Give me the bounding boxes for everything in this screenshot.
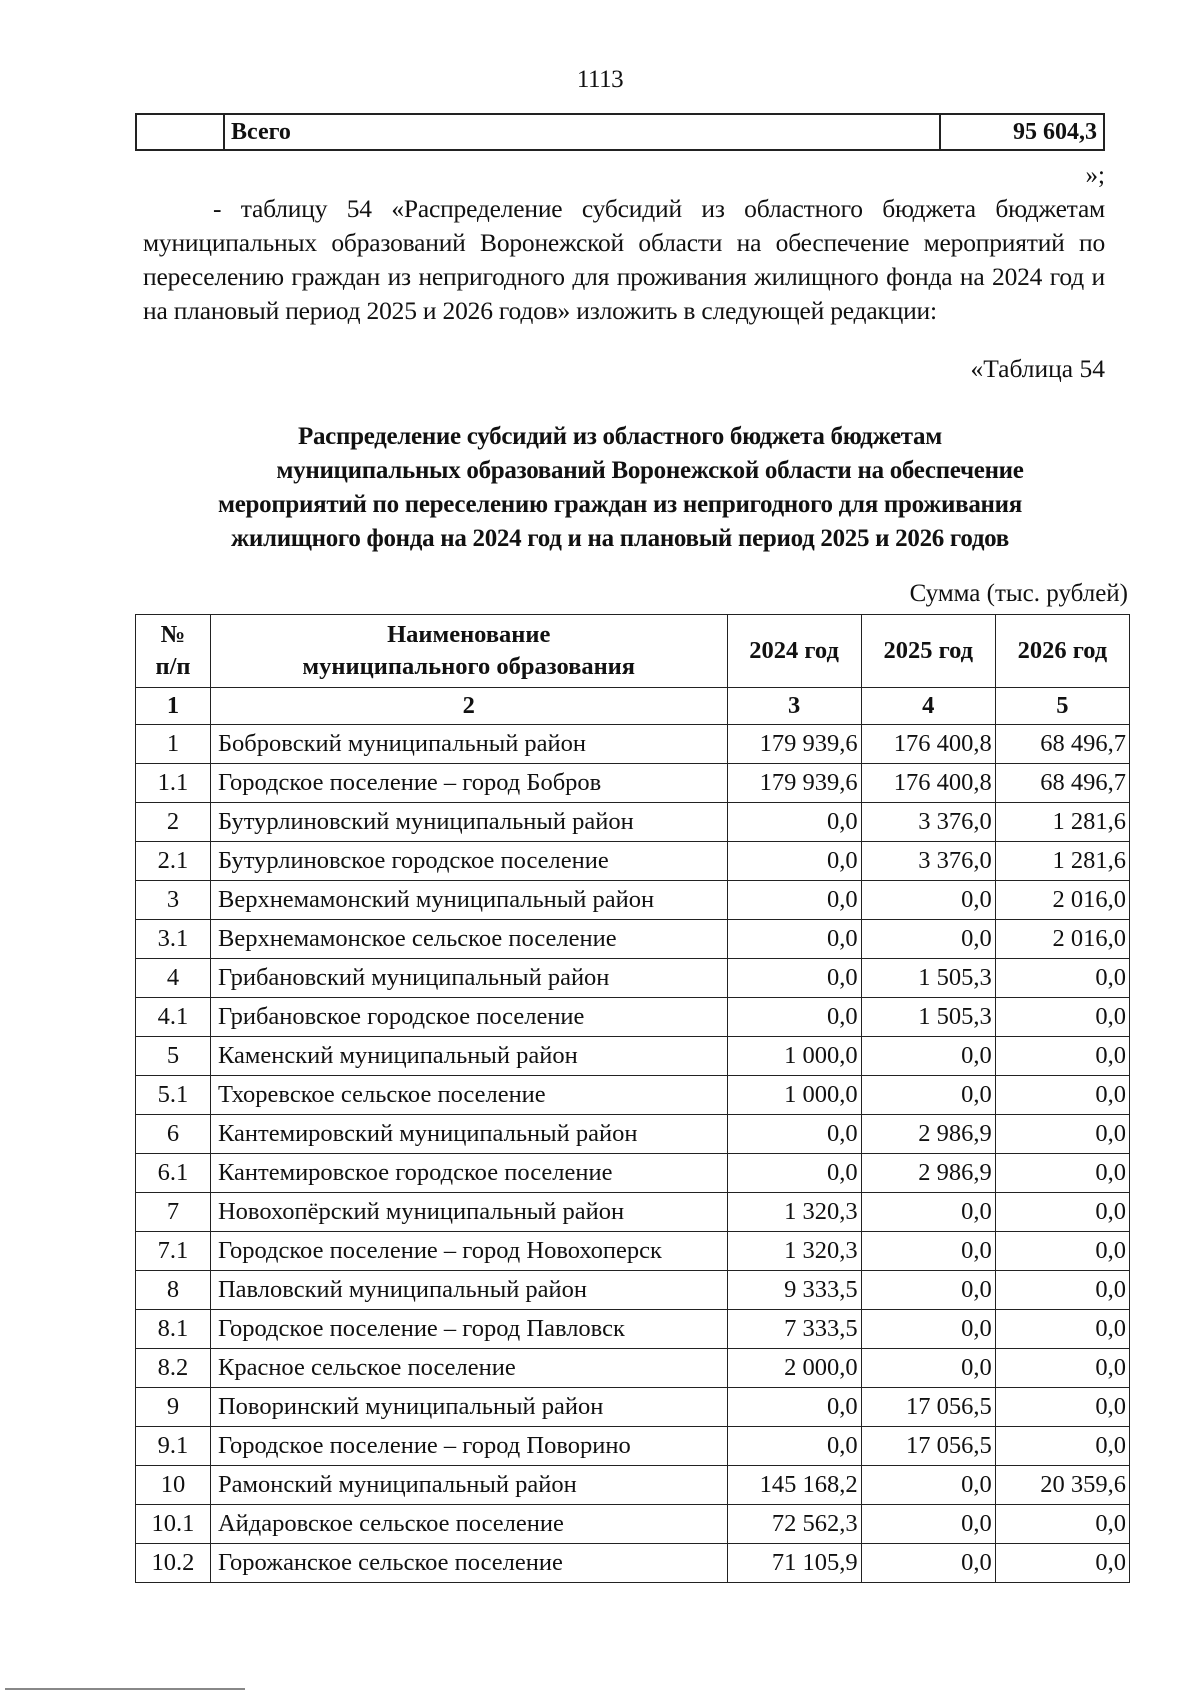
municipality-name: Кантемировское городское поселение bbox=[210, 1154, 727, 1193]
header-name-line2: муниципального образования bbox=[302, 653, 636, 680]
column-number: 2 bbox=[210, 688, 727, 725]
total-empty-cell bbox=[136, 114, 224, 150]
header-num bbox=[136, 615, 211, 688]
previous-table-total-row bbox=[135, 113, 1105, 151]
value-2025: 3 376,0 bbox=[861, 803, 995, 842]
row-number: 2 bbox=[136, 803, 211, 842]
municipality-name: Грибановский муниципальный район bbox=[210, 959, 727, 998]
row-number: 1 bbox=[136, 725, 211, 764]
table-row bbox=[136, 725, 1130, 764]
value-2026: 0,0 bbox=[995, 1310, 1129, 1349]
page-number: 1113 bbox=[576, 66, 624, 93]
table-row bbox=[136, 920, 1130, 959]
table-label: «Таблица 54 bbox=[970, 354, 1105, 383]
value-2025: 1 505,3 bbox=[861, 998, 995, 1037]
value-2026: 0,0 bbox=[995, 1505, 1129, 1544]
table-row bbox=[136, 1154, 1130, 1193]
row-number: 10 bbox=[136, 1466, 211, 1505]
value-2024: 0,0 bbox=[727, 1154, 861, 1193]
value-2025: 0,0 bbox=[861, 1232, 995, 1271]
header-2026: 2026 год bbox=[995, 615, 1129, 688]
value-2024: 0,0 bbox=[727, 1115, 861, 1154]
header-name-line1: Наименование bbox=[387, 621, 551, 648]
row-number: 3.1 bbox=[136, 920, 211, 959]
value-2024: 71 105,9 bbox=[727, 1544, 861, 1583]
value-2025: 0,0 bbox=[861, 1544, 995, 1583]
value-2024: 0,0 bbox=[727, 1388, 861, 1427]
header-2024: 2024 год bbox=[727, 615, 861, 688]
table-title-line: Распределение субсидий из областного бюджета бюджетам bbox=[298, 423, 942, 450]
value-2025: 0,0 bbox=[861, 1193, 995, 1232]
value-2024: 1 320,3 bbox=[727, 1193, 861, 1232]
value-2025: 0,0 bbox=[861, 1310, 995, 1349]
table-row bbox=[136, 1544, 1130, 1583]
table-row bbox=[136, 1076, 1130, 1115]
value-2026: 0,0 bbox=[995, 1544, 1129, 1583]
table-row bbox=[136, 1466, 1130, 1505]
value-2026: 0,0 bbox=[995, 1115, 1129, 1154]
municipality-name: Новохопёрский муниципальный район bbox=[210, 1193, 727, 1232]
value-2025: 1 505,3 bbox=[861, 959, 995, 998]
value-2025: 17 056,5 bbox=[861, 1388, 995, 1427]
value-2026: 0,0 bbox=[995, 1037, 1129, 1076]
municipality-name: Городское поселение – город Поворино bbox=[210, 1427, 727, 1466]
table-row bbox=[136, 1115, 1130, 1154]
value-2025: 0,0 bbox=[861, 1349, 995, 1388]
value-2026: 0,0 bbox=[995, 1388, 1129, 1427]
table-row bbox=[136, 764, 1130, 803]
column-number: 4 bbox=[861, 688, 995, 725]
row-number: 9.1 bbox=[136, 1427, 211, 1466]
value-2026: 0,0 bbox=[995, 1232, 1129, 1271]
row-number: 8.2 bbox=[136, 1349, 211, 1388]
row-number: 7.1 bbox=[136, 1232, 211, 1271]
header-2025: 2025 год bbox=[861, 615, 995, 688]
table-row bbox=[136, 1310, 1130, 1349]
subsidy-table bbox=[135, 614, 1130, 1583]
table-row bbox=[136, 803, 1130, 842]
value-2024: 1 000,0 bbox=[727, 1037, 861, 1076]
table-row bbox=[136, 998, 1130, 1037]
value-2026: 2 016,0 bbox=[995, 920, 1129, 959]
row-number: 8 bbox=[136, 1271, 211, 1310]
value-2026: 0,0 bbox=[995, 998, 1129, 1037]
value-2026: 0,0 bbox=[995, 1193, 1129, 1232]
value-2024: 1 000,0 bbox=[727, 1076, 861, 1115]
table-row bbox=[136, 842, 1130, 881]
municipality-name: Поворинский муниципальный район bbox=[210, 1388, 727, 1427]
row-number: 4 bbox=[136, 959, 211, 998]
value-2024: 145 168,2 bbox=[727, 1466, 861, 1505]
table-row bbox=[136, 1427, 1130, 1466]
value-2025: 0,0 bbox=[861, 1505, 995, 1544]
row-number: 5 bbox=[136, 1037, 211, 1076]
value-2024: 0,0 bbox=[727, 803, 861, 842]
municipality-name: Верхнемамонский муниципальный район bbox=[210, 881, 727, 920]
value-2025: 0,0 bbox=[861, 881, 995, 920]
municipality-name: Верхнемамонское сельское поселение bbox=[210, 920, 727, 959]
municipality-name: Городское поселение – город Бобров bbox=[210, 764, 727, 803]
row-number: 4.1 bbox=[136, 998, 211, 1037]
row-number: 5.1 bbox=[136, 1076, 211, 1115]
value-2024: 72 562,3 bbox=[727, 1505, 861, 1544]
value-2026: 1 281,6 bbox=[995, 803, 1129, 842]
table-row bbox=[136, 881, 1130, 920]
column-number-row bbox=[136, 688, 1130, 725]
table-row bbox=[136, 1505, 1130, 1544]
value-2024: 0,0 bbox=[727, 998, 861, 1037]
table-row bbox=[136, 1349, 1130, 1388]
municipality-name: Городское поселение – город Павловск bbox=[210, 1310, 727, 1349]
value-2026: 68 496,7 bbox=[995, 725, 1129, 764]
row-number: 10.2 bbox=[136, 1544, 211, 1583]
municipality-name: Павловский муниципальный район bbox=[210, 1271, 727, 1310]
table-row bbox=[136, 1388, 1130, 1427]
amendment-paragraph: - таблицу 54 «Распределение субсидий из областного бюджета бюджетам муниципальных образований Воронежской области на обеспечение мероприятий по переселению граждан из непригодного для проживания жилищного фонда на 2024 год и на плановый период 2025 и 2026 годов» изложить в следующей редакции: bbox=[143, 194, 1105, 325]
municipality-name: Бобровский муниципальный район bbox=[210, 725, 727, 764]
column-number: 5 bbox=[995, 688, 1129, 725]
value-2026: 2 016,0 bbox=[995, 881, 1129, 920]
value-2024: 7 333,5 bbox=[727, 1310, 861, 1349]
units-label: Сумма (тыс. рублей) bbox=[909, 580, 1128, 607]
value-2024: 1 320,3 bbox=[727, 1232, 861, 1271]
row-number: 2.1 bbox=[136, 842, 211, 881]
municipality-name: Бутурлиновский муниципальный район bbox=[210, 803, 727, 842]
header-row bbox=[136, 615, 1130, 688]
municipality-name: Горожанское сельское поселение bbox=[210, 1544, 727, 1583]
value-2024: 0,0 bbox=[727, 959, 861, 998]
value-2025: 176 400,8 bbox=[861, 725, 995, 764]
value-2024: 179 939,6 bbox=[727, 764, 861, 803]
value-2024: 0,0 bbox=[727, 1427, 861, 1466]
row-number: 9 bbox=[136, 1388, 211, 1427]
municipality-name: Тхоревское сельское поселение bbox=[210, 1076, 727, 1115]
total-value: 95 604,3 bbox=[940, 114, 1104, 150]
value-2025: 2 986,9 bbox=[861, 1115, 995, 1154]
municipality-name: Айдаровское сельское поселение bbox=[210, 1505, 727, 1544]
header-num-line1: № bbox=[160, 621, 186, 648]
column-number: 1 bbox=[136, 688, 211, 725]
municipality-name: Рамонский муниципальный район bbox=[210, 1466, 727, 1505]
value-2026: 0,0 bbox=[995, 1154, 1129, 1193]
value-2026: 0,0 bbox=[995, 1271, 1129, 1310]
table-row bbox=[136, 1037, 1130, 1076]
value-2025: 0,0 bbox=[861, 1037, 995, 1076]
table-row bbox=[136, 959, 1130, 998]
total-label: Всего bbox=[224, 114, 940, 150]
header-name bbox=[210, 615, 727, 688]
value-2025: 0,0 bbox=[861, 920, 995, 959]
value-2025: 176 400,8 bbox=[861, 764, 995, 803]
value-2026: 1 281,6 bbox=[995, 842, 1129, 881]
row-number: 3 bbox=[136, 881, 211, 920]
value-2025: 0,0 bbox=[861, 1076, 995, 1115]
value-2026: 20 359,6 bbox=[995, 1466, 1129, 1505]
row-number: 6.1 bbox=[136, 1154, 211, 1193]
row-number: 8.1 bbox=[136, 1310, 211, 1349]
column-number: 3 bbox=[727, 688, 861, 725]
value-2026: 0,0 bbox=[995, 959, 1129, 998]
header-num-line2: п/п bbox=[155, 653, 191, 680]
value-2026: 0,0 bbox=[995, 1076, 1129, 1115]
table-title-line: муниципальных образований Воронежской области на обеспечение bbox=[276, 457, 1024, 484]
value-2025: 3 376,0 bbox=[861, 842, 995, 881]
row-number: 7 bbox=[136, 1193, 211, 1232]
row-number: 6 bbox=[136, 1115, 211, 1154]
value-2026: 0,0 bbox=[995, 1349, 1129, 1388]
value-2025: 17 056,5 bbox=[861, 1427, 995, 1466]
value-2024: 2 000,0 bbox=[727, 1349, 861, 1388]
table-row bbox=[136, 1232, 1130, 1271]
row-number: 1.1 bbox=[136, 764, 211, 803]
closing-quote: »; bbox=[1085, 162, 1105, 189]
value-2025: 2 986,9 bbox=[861, 1154, 995, 1193]
value-2024: 179 939,6 bbox=[727, 725, 861, 764]
table-title-line: жилищного фонда на 2024 год и на плановый период 2025 и 2026 годов bbox=[231, 525, 1009, 552]
value-2024: 9 333,5 bbox=[727, 1271, 861, 1310]
value-2024: 0,0 bbox=[727, 920, 861, 959]
table-title bbox=[130, 420, 1110, 556]
table-row bbox=[136, 1193, 1130, 1232]
value-2024: 0,0 bbox=[727, 881, 861, 920]
municipality-name: Бутурлиновское городское поселение bbox=[210, 842, 727, 881]
table-row bbox=[136, 1271, 1130, 1310]
value-2025: 0,0 bbox=[861, 1466, 995, 1505]
municipality-name: Красное сельское поселение bbox=[210, 1349, 727, 1388]
value-2026: 68 496,7 bbox=[995, 764, 1129, 803]
value-2025: 0,0 bbox=[861, 1271, 995, 1310]
row-number: 10.1 bbox=[136, 1505, 211, 1544]
municipality-name: Городское поселение – город Новохоперск bbox=[210, 1232, 727, 1271]
municipality-name: Каменский муниципальный район bbox=[210, 1037, 727, 1076]
value-2024: 0,0 bbox=[727, 842, 861, 881]
table-title-line: мероприятий по переселению граждан из непригодного для проживания bbox=[218, 491, 1022, 518]
municipality-name: Грибановское городское поселение bbox=[210, 998, 727, 1037]
value-2026: 0,0 bbox=[995, 1427, 1129, 1466]
municipality-name: Кантемировский муниципальный район bbox=[210, 1115, 727, 1154]
